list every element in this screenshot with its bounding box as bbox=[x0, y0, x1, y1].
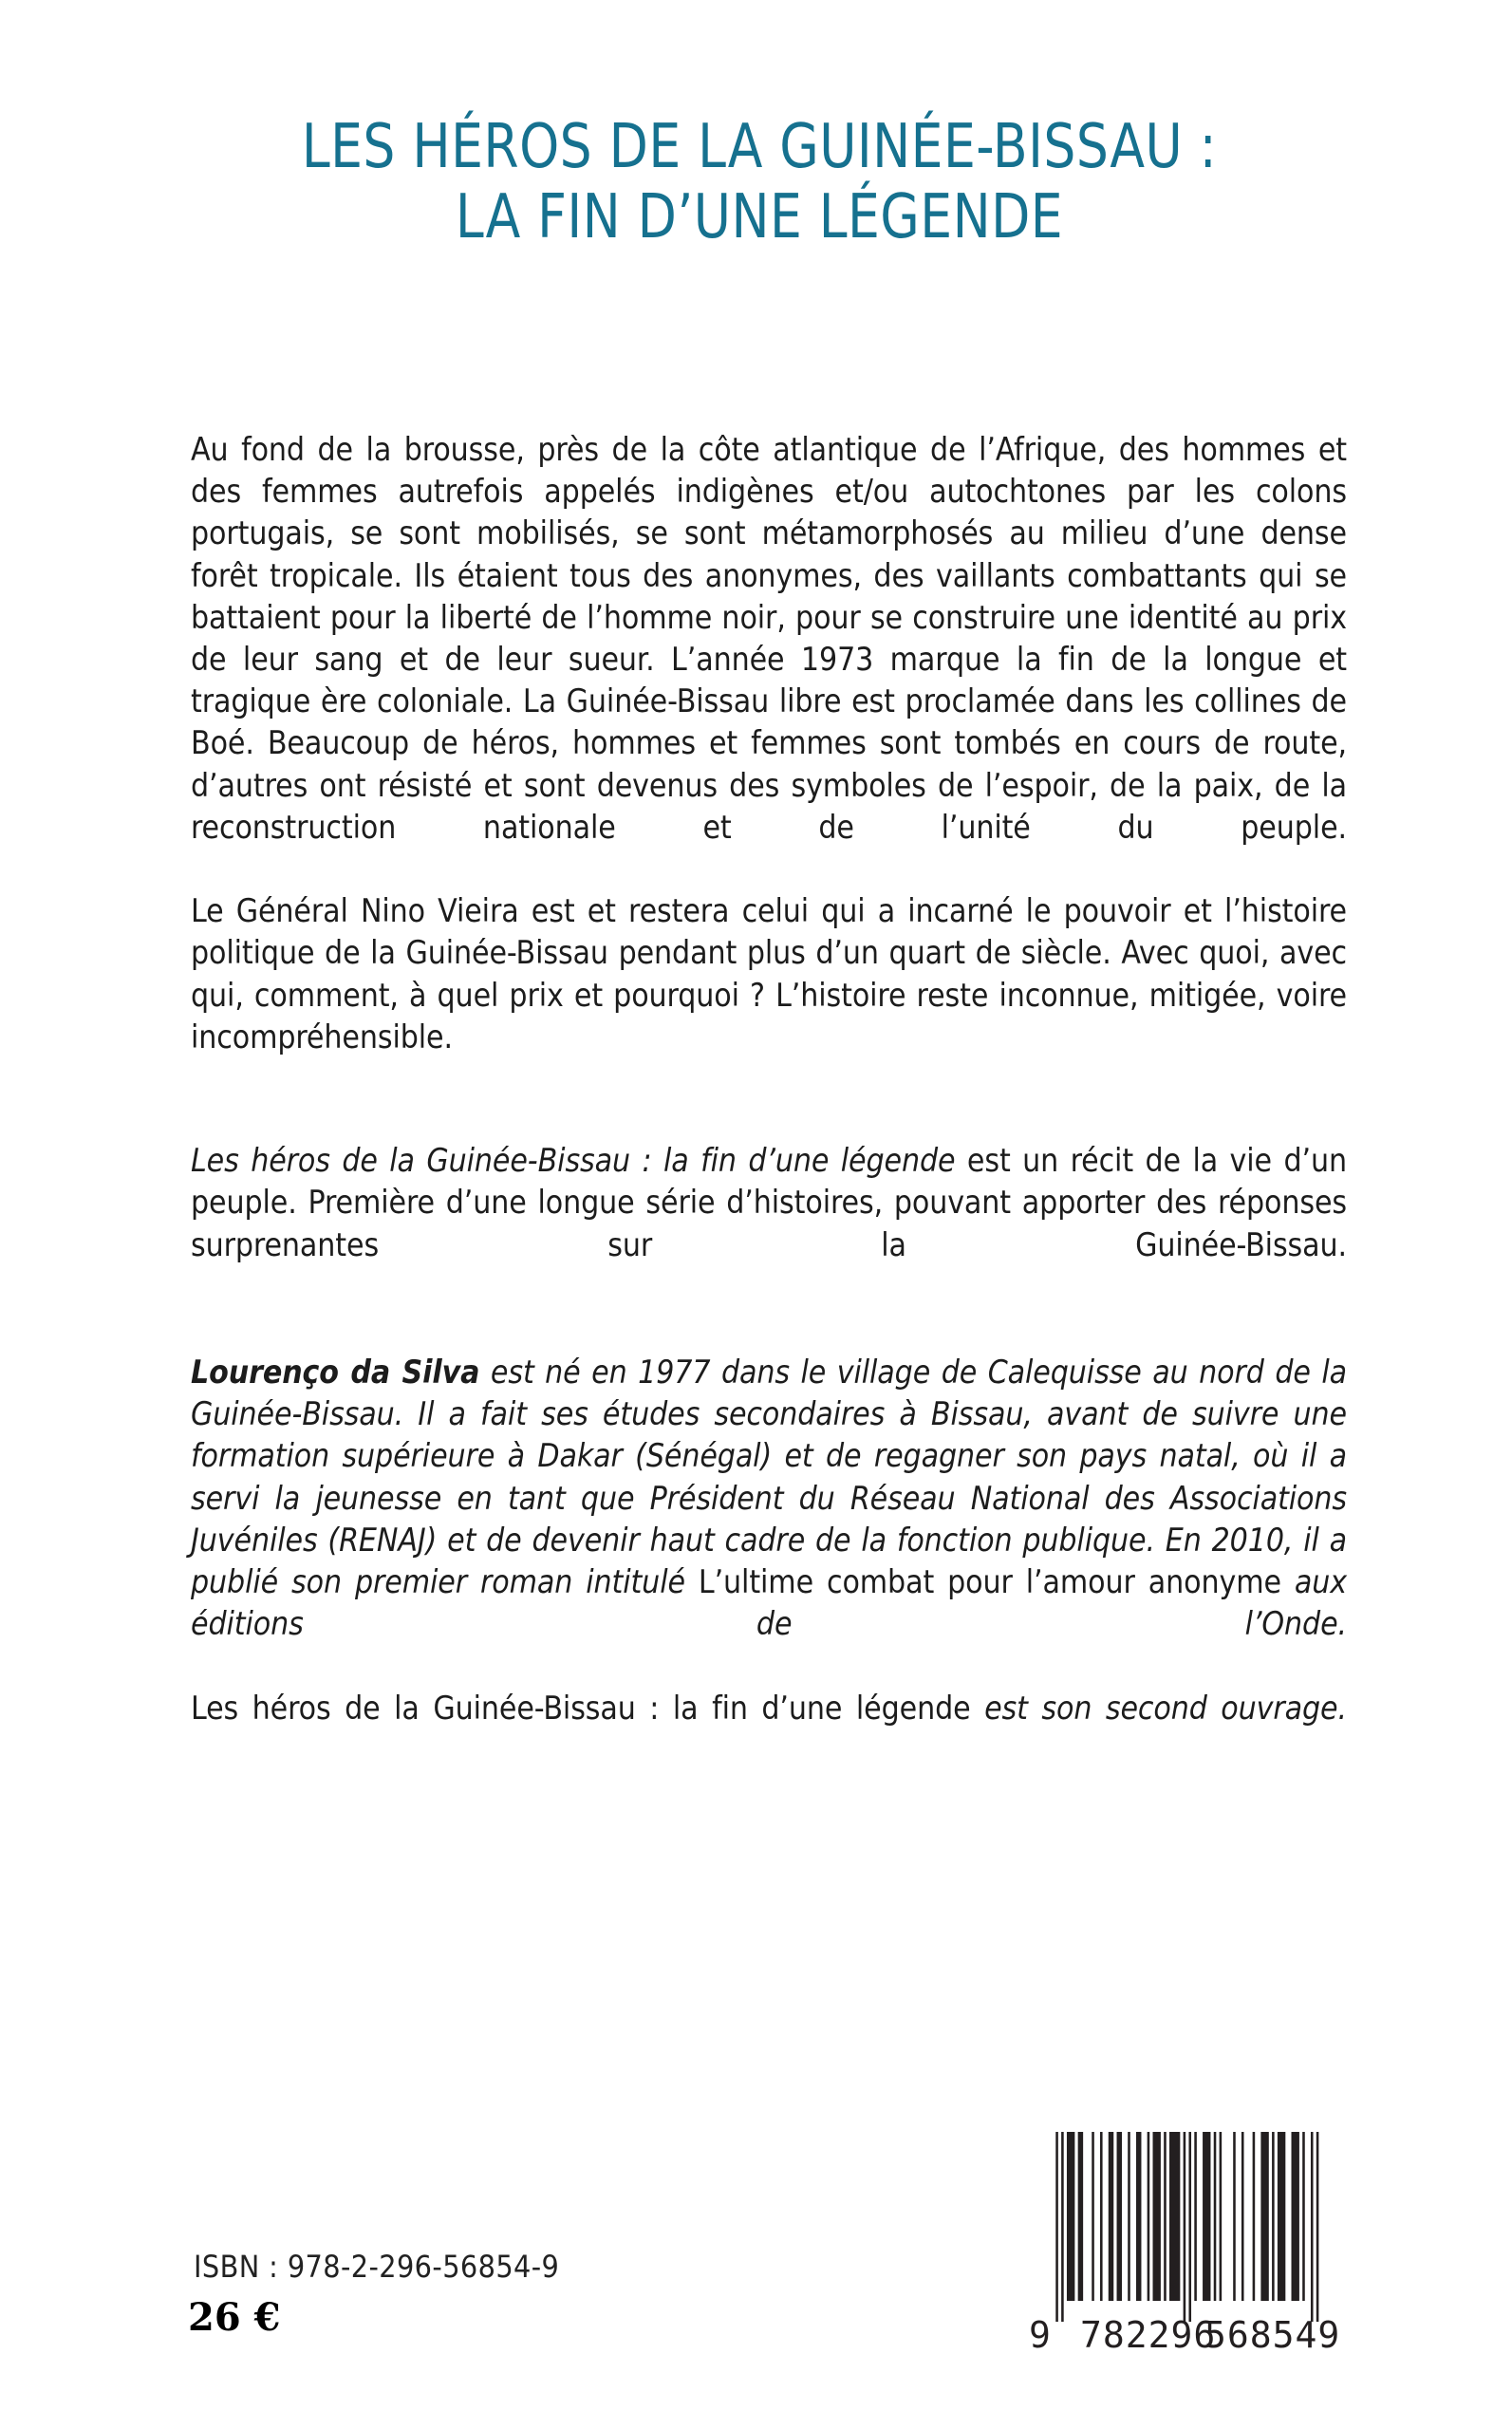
blurb-paragraph-3 bbox=[191, 1140, 1347, 1308]
blurb-paragraph-1: Au fond de la brousse, près de la côte atlantique de l’Afrique, des hommes et des femmes autrefois appelés indigènes et/ou autochtones par les colons portugais, se sont mobilisés, se sont métamorphosés au milieu d’une dense forêt tropicale. Ils étaient tous des anonymes, des vaillants combattants qui se battaient pour la liberté de l’homme noir, pour se construire une identité au prix de leur sang et de leur sueur. L’année 1973 marque la fin de la longue et tragique ère coloniale. La Guinée-Bissau libre est proclamée dans les collines de Boé. Beaucoup de héros, hommes et femmes sont tombés en cours de route, d’autres ont résisté et sont devenus des symboles de l’espoir, de la paix, de la reconstruction nationale et de l’unité du peuple. bbox=[191, 431, 1347, 846]
isbn-text: ISBN : 978-2-296-56854-9 bbox=[194, 2249, 560, 2285]
blurb-paragraph-3-rest: est un récit de la vie d’un peuple. Première d’une longue série d’histoires, pouvant apporter des réponses surprenantes sur la Guinée-Bissau. bbox=[191, 1142, 1347, 1263]
ean13-barcode bbox=[1031, 2132, 1344, 2363]
author-name: Lourenço da Silva bbox=[191, 1354, 480, 1392]
spacer-before-bio bbox=[191, 1308, 1347, 1352]
title-line-2: LA FIN D’UNE LÉGENDE bbox=[455, 182, 1064, 252]
barcode-lead-digit: 9 bbox=[1029, 2314, 1052, 2356]
blurb-book-title: Les héros de la Guinée-Bissau : la fin d’une légende bbox=[191, 1142, 956, 1180]
barcode-digits bbox=[1031, 2314, 1344, 2358]
barcode-right-group: 568549 bbox=[1204, 2314, 1341, 2356]
author-bio-text-3: est son second ouvrage. bbox=[970, 1689, 1347, 1727]
author-bio-text-1: est né en 1977 dans le village de Calequisse au nord de la Guinée-Bissau. Il a fait ses études secondaires à Bissau, avant de suivre une formation supérieure à Dakar (Sénégal) et de regagner son pays natal, où il a servi la jeunesse en tant que Président du Réseau National des Associations Juvéniles (RENAJ) et de devenir haut cadre de la fonction publique. En 2010, il a publié son premier roman intitulé bbox=[191, 1354, 1348, 1601]
blurb-column bbox=[191, 429, 1347, 1771]
author-bio-paragraph bbox=[191, 1352, 1347, 1688]
barcode-bars bbox=[1031, 2132, 1344, 2322]
blurb-paragraph-2: Le Général Nino Vieira est et restera celui qui a incarné le pouvoir et l’histoire politique de la Guinée-Bissau pendant plus d’un quart de siècle. Avec quoi, avec qui, comment, à quel prix et pourquoi ? L’histoire reste inconnue, mitigée, voire incompréhensible. bbox=[191, 892, 1347, 1056]
title-line-1: LES HÉROS DE LA GUINÉE-BISSAU : bbox=[301, 112, 1218, 182]
author-bio-paragraph-2 bbox=[191, 1688, 1347, 1771]
author-current-work-title: Les héros de la Guinée-Bissau : la fin d’une légende bbox=[191, 1689, 971, 1727]
spacer-after-blurb bbox=[191, 1100, 1347, 1140]
page-title bbox=[133, 112, 1386, 252]
barcode-left-group: 782296 bbox=[1080, 2314, 1217, 2356]
author-bio-text-2: aux éditions de l’Onde. bbox=[191, 1563, 1347, 1643]
author-prior-work-title: L’ultime combat pour l’amour anonyme bbox=[698, 1563, 1281, 1601]
price-text: 26 € bbox=[188, 2295, 281, 2340]
